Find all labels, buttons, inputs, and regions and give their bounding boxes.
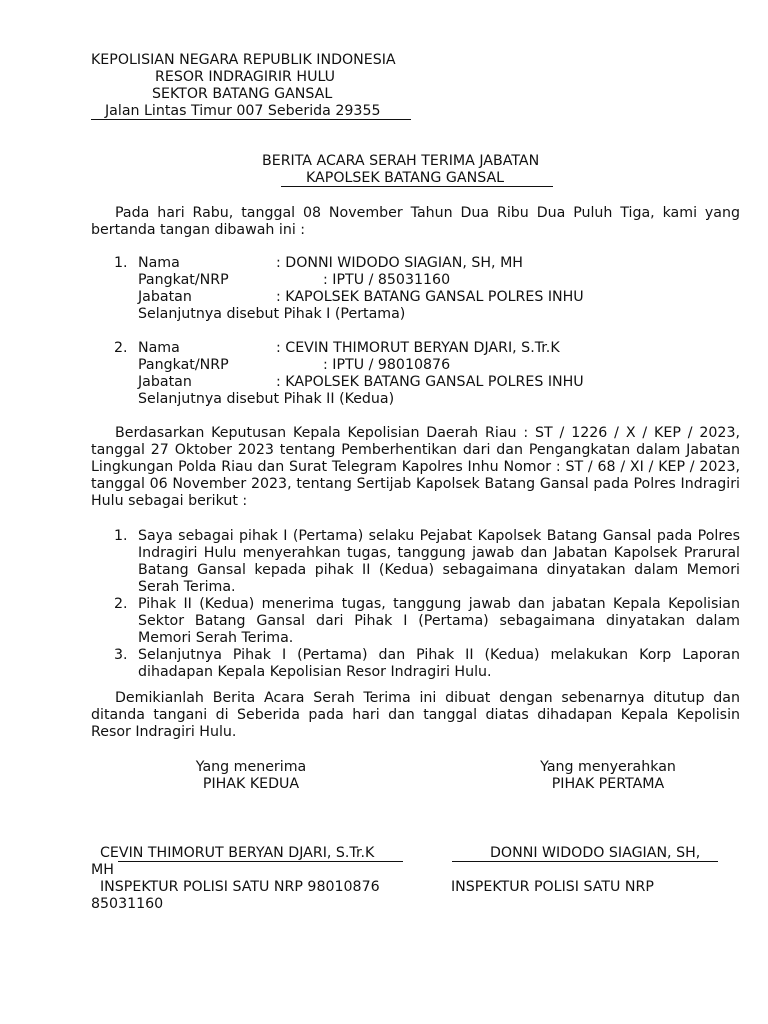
party1-rank-label: Pangkat/NRP: [138, 272, 229, 288]
right-signatory-name-continued: MH: [91, 862, 114, 878]
point-number: 3.: [114, 647, 128, 663]
party2-designation: Selanjutnya disebut Pihak II (Kedua): [138, 391, 395, 407]
party1-name-label: Nama: [138, 255, 180, 271]
point-number: 1.: [114, 528, 128, 544]
right-name-underline: [452, 861, 718, 862]
party2-position-value: : KAPOLSEK BATANG GANSAL POLRES INHU: [276, 374, 584, 390]
basis-text: Berdasarkan Keputusan Kepala Kepolisian Daerah Riau : ST / 1226 / X / KEP / 2023, tanggal 27 Oktober 2023 tentang Pemberhentikan dari dan Pengangkatan dalam Jabatan Lingkungan Polda Riau dan Surat Telegram Kapolres Inhu Nomor : ST / 68 / XI / KEP / 2023, tanggal 06 November 2023, tentang Sertijab Kapolsek Batang Gansal pada Polres Indragiri Hulu sebagai berikut :: [91, 425, 740, 509]
header-address: Jalan Lintas Timur 007 Seberida 29355: [105, 103, 381, 119]
points-list: [91, 528, 740, 681]
party1-designation: Selanjutnya disebut Pihak I (Pertama): [138, 306, 406, 322]
party2-name-label: Nama: [138, 340, 180, 356]
right-signature-party: PIHAK PERTAMA: [551, 776, 665, 792]
party2-rank-label: Pangkat/NRP: [138, 357, 229, 373]
right-signatory-nrp: 85031160: [91, 896, 164, 912]
party1-rank-value: : IPTU / 85031160: [323, 272, 451, 288]
left-name-underline: [118, 861, 403, 862]
intro-text: Pada hari Rabu, tanggal 08 November Tahun Dua Ribu Dua Puluh Tiga, kami yang bertanda tangan dibawah ini :: [91, 205, 740, 238]
party2-name-value: : CEVIN THIMORUT BERYAN DJARI, S.Tr.K: [276, 340, 560, 356]
header-sektor: SEKTOR BATANG GANSAL: [152, 86, 333, 102]
point-text: Pihak II (Kedua) menerima tugas, tanggung jawab dan jabatan Kepala Kepolisian Sektor Batang Gansal dari Pihak I (Pertama) sebagaimana dinyatakan dalam Memori Serah Terima.: [138, 596, 740, 646]
party1-position-label: Jabatan: [138, 289, 192, 305]
closing-paragraph: [91, 690, 740, 741]
party2-block: [0, 340, 768, 410]
header-resor: RESOR INDRAGIRIR HULU: [155, 69, 336, 85]
left-signature-party: PIHAK KEDUA: [202, 776, 300, 792]
right-signatory-rank: INSPEKTUR POLISI SATU NRP: [451, 879, 654, 895]
point-text: Saya sebagai pihak I (Pertama) selaku Pejabat Kapolsek Batang Gansal pada Polres Indragiri Hulu menyerahkan tugas, tanggung jawab dan Jabatan Kapolsek Prarural Batang Gansal kepada pihak II (Kedua) sebagaimana dinyatakan dalam Memori Serah Terima.: [138, 528, 740, 595]
list-item: [91, 647, 740, 681]
point-number: 2.: [114, 596, 128, 612]
party1-position-value: : KAPOLSEK BATANG GANSAL POLRES INHU: [276, 289, 584, 305]
closing-text: Demikianlah Berita Acara Serah Terima ini dibuat dengan sebenarnya ditutup dan ditanda tangani di Seberida pada hari dan tanggal diatas dihadapan Kepala Kepolisin Resor Indragiri Hulu.: [91, 690, 740, 740]
header-institution: KEPOLISIAN NEGARA REPUBLIK INDONESIA: [91, 52, 396, 68]
left-signatory-rank: INSPEKTUR POLISI SATU NRP 98010876: [100, 879, 380, 895]
intro-paragraph: [91, 205, 740, 239]
document-title: BERITA ACARA SERAH TERIMA JABATAN: [262, 153, 540, 169]
party1-block: [0, 255, 768, 325]
left-signature-role: Yang menerima: [195, 759, 307, 775]
left-signatory-name: CEVIN THIMORUT BERYAN DJARI, S.Tr.K: [100, 845, 375, 861]
list-item: [91, 528, 740, 596]
list-item: [91, 596, 740, 647]
basis-paragraph: [91, 425, 740, 510]
header-underline: [91, 119, 411, 120]
party2-rank-value: : IPTU / 98010876: [323, 357, 451, 373]
right-signature-role: Yang menyerahkan: [540, 759, 676, 775]
title-underline: [281, 186, 553, 187]
right-signatory-name: DONNI WIDODO SIAGIAN, SH,: [490, 845, 701, 861]
party1-number: 1.: [114, 255, 128, 271]
point-text: Selanjutnya Pihak I (Pertama) dan Pihak II (Kedua) melakukan Korp Laporan dihadapan Kepala Kepolisian Resor Indragiri Hulu.: [138, 647, 740, 680]
party2-number: 2.: [114, 340, 128, 356]
document-subtitle: KAPOLSEK BATANG GANSAL: [306, 170, 505, 186]
party1-name-value: : DONNI WIDODO SIAGIAN, SH, MH: [276, 255, 523, 271]
party2-position-label: Jabatan: [138, 374, 192, 390]
